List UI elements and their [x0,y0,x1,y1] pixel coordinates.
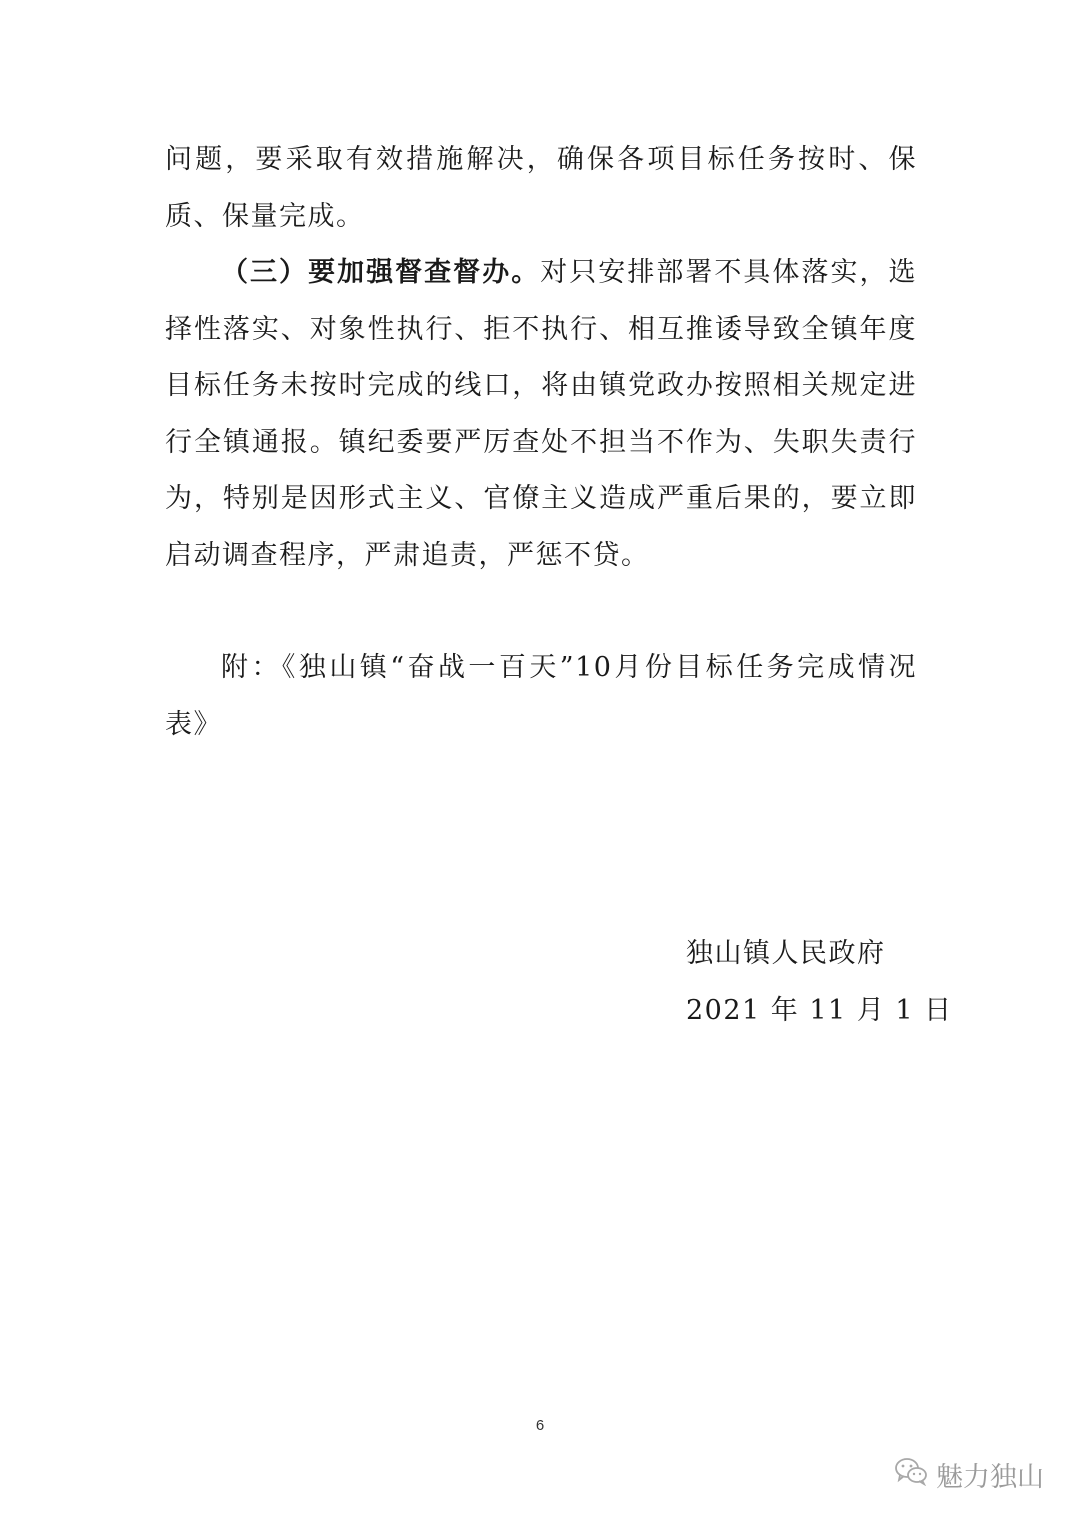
paragraph-supervision [165,245,917,584]
signature-block [686,925,953,1039]
document-body [165,132,917,753]
page-number: 6 [535,1417,545,1434]
watermark-text: 魅力独山 [936,1462,1044,1493]
paragraph-continuation: 问题，要采取有效措施解决，确保各项目标任务按时、保质、保量完成。 [165,144,917,232]
account-watermark [894,1455,1044,1494]
issuing-organization: 独山镇人民政府 [686,938,886,969]
issue-date: 2021 年 11 月 1 日 [686,995,953,1026]
wechat-icon [894,1456,936,1493]
paragraph-supervision-text: 对只安排部署不具体落实，选择性落实、对象性执行、拒不执行、相互推诿导致全镇年度目标任务未按时完成的线口，将由镇党政办按照相关规定进行全镇通报。镇纪委要严厉查处不担当不作为、失职失责行为，特别是因形式主义、官僚主义造成严重后果的，要立即启动调查程序，严肃追责，严惩不贷。 [165,257,918,571]
attachment-note: 附：《独山镇“奋战一百天”10月份目标任务完成情况表》 [165,652,917,740]
section-heading: （三）要加强督查督办。 [221,257,541,288]
